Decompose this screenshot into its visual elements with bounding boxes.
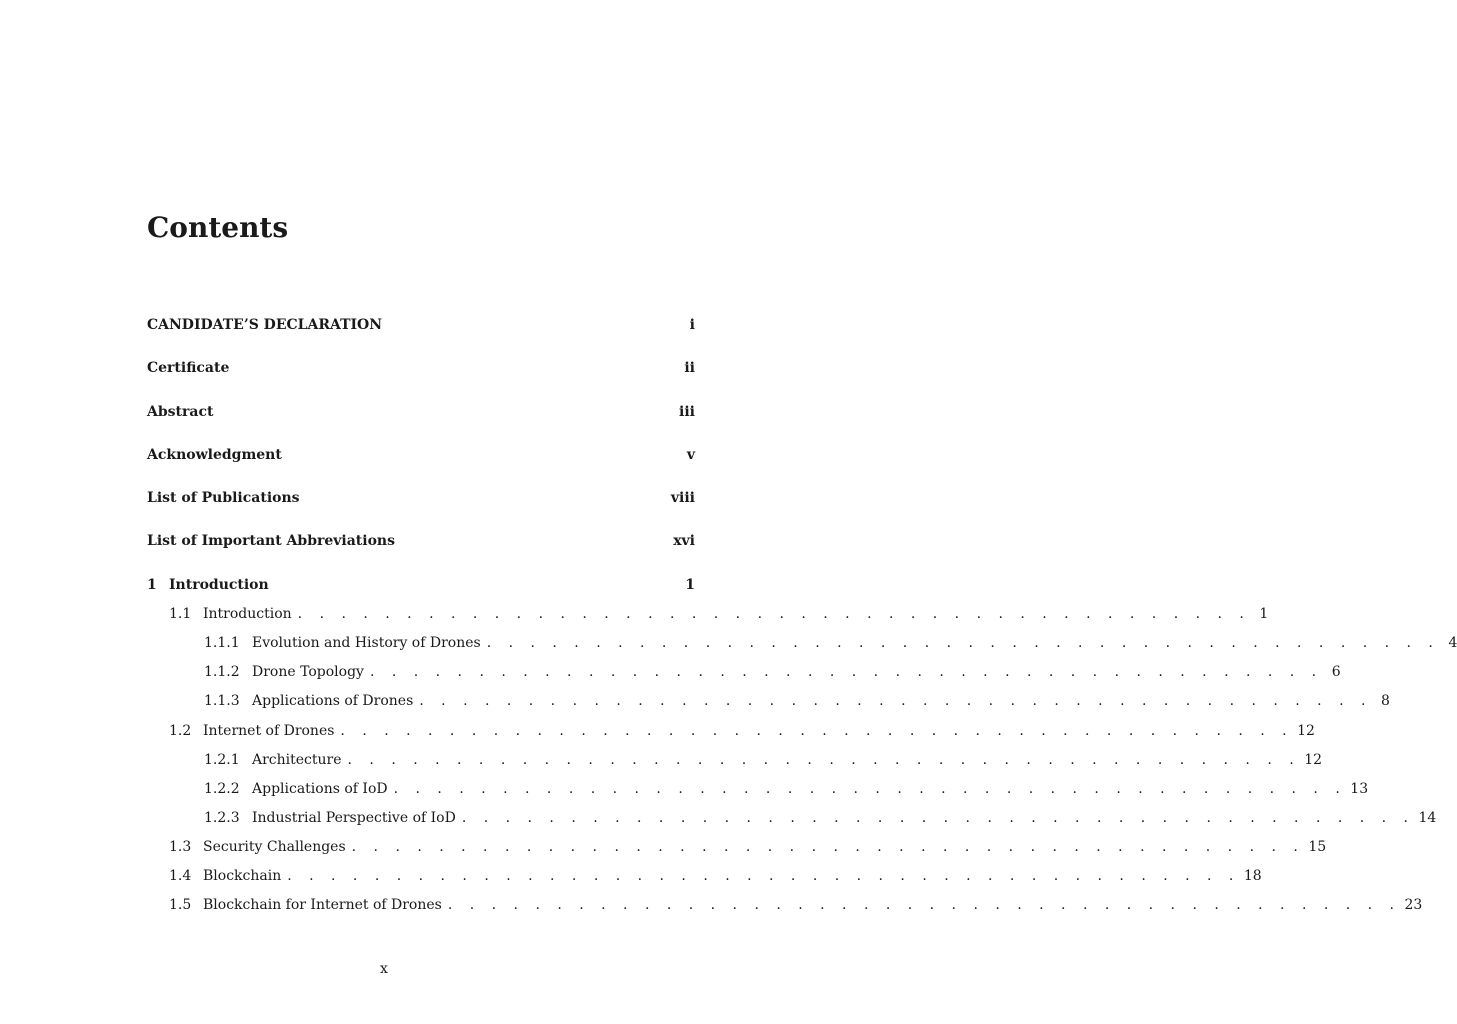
toc-entry-label: CANDIDATE’S DECLARATION <box>147 317 383 333</box>
toc-section-1-5[interactable] <box>169 894 1423 916</box>
toc-entry-page: i <box>689 317 695 333</box>
toc-entry-number: 1.2.1 <box>204 752 240 768</box>
toc-chapter-1[interactable] <box>147 574 695 596</box>
toc-entry-label: Industrial Perspective of IoD <box>252 810 456 826</box>
toc-section-1-4[interactable] <box>169 865 1262 887</box>
page-title: Contents <box>147 211 289 244</box>
toc-entry-label: Introduction <box>203 606 292 622</box>
toc-section-1-2[interactable] <box>169 720 1315 742</box>
toc-entry-label: Security Challenges <box>203 839 346 855</box>
dot-leader: . . . . . . . . . . . . . . . . . . . . . . . . . . . . . . . . . . . . . . . . . . . . <box>419 693 1372 709</box>
toc-entry-label: Blockchain for Internet of Drones <box>203 897 442 913</box>
toc-entry-label: List of Publications <box>147 490 300 506</box>
toc-entry-number: 1.2 <box>169 723 192 739</box>
dot-leader: . . . . . . . . . . . . . . . . . . . . . . . . . . . . . . . . . . . . . . . . . . . . <box>393 781 1347 797</box>
toc-entry-label: Blockchain <box>203 868 282 884</box>
toc-entry-acknowledgment[interactable] <box>147 444 695 466</box>
dot-leader: . . . . . . . . . . . . . . . . . . . . . . . . . . . . . . . . . . . . . . . . . . . . <box>351 839 1305 855</box>
toc-entry-label: Certificate <box>147 360 230 376</box>
toc-entry-page: 13 <box>1350 781 1369 797</box>
dot-leader: . . . . . . . . . . . . . . . . . . . . . . . . . . . . . . . . . . . . . . . . . . . . <box>287 868 1240 884</box>
toc-entry-abstract[interactable] <box>147 401 695 423</box>
dot-leader: . . . . . . . . . . . . . . . . . . . . . . . . . . . . . . . . . . . . . . . . . . . . <box>340 723 1294 739</box>
toc-section-1-1-3[interactable] <box>204 690 1390 712</box>
toc-entry-label: Acknowledgment <box>147 447 282 463</box>
dot-leader: . . . . . . . . . . . . . . . . . . . . . . . . . . . . . . . . . . . . . . . . . . . . <box>461 810 1415 826</box>
toc-entry-label: Evolution and History of Drones <box>252 635 481 651</box>
toc-section-1-1-2[interactable] <box>204 661 1341 683</box>
toc-entry-label: Introduction <box>169 577 269 593</box>
toc-entry-page: 6 <box>1331 664 1341 680</box>
toc-entry-label: Architecture <box>252 752 342 768</box>
dot-leader: . . . . . . . . . . . . . . . . . . . . . . . . . . . . . . . . . . . . . . . . . . . . <box>486 635 1440 651</box>
toc-entry-page: 23 <box>1404 897 1423 913</box>
toc-entry-label: Internet of Drones <box>203 723 335 739</box>
toc-entry-label: Applications of Drones <box>252 693 414 709</box>
dot-leader: . . . . . . . . . . . . . . . . . . . . . . . . . . . . . . . . . . . . . . . . . . . . <box>347 752 1301 768</box>
page-number: x <box>380 961 388 977</box>
toc-section-1-1[interactable] <box>169 603 1269 625</box>
toc-entry-number: 1.3 <box>169 839 192 855</box>
toc-entry-page: 14 <box>1418 810 1437 826</box>
toc-entry-page: xvi <box>673 533 695 549</box>
toc-entry-number: 1 <box>147 577 157 593</box>
toc-entry-number: 1.1.2 <box>204 664 240 680</box>
toc-section-1-2-2[interactable] <box>204 778 1369 800</box>
toc-section-1-3[interactable] <box>169 836 1327 858</box>
toc-entry-certificate[interactable] <box>147 357 695 379</box>
toc-entry-number: 1.1.1 <box>204 635 240 651</box>
toc-entry-label: List of Important Abbreviations <box>147 533 395 549</box>
toc-section-1-1-1[interactable] <box>204 632 1457 654</box>
toc-entry-page: 4 <box>1448 635 1457 651</box>
toc-entry-candidates-declaration[interactable] <box>147 314 695 336</box>
toc-entry-page: ii <box>684 360 695 376</box>
toc-entry-page: 1 <box>685 577 695 593</box>
toc-entry-page: v <box>686 447 695 463</box>
toc-entry-number: 1.2.3 <box>204 810 240 826</box>
toc-entry-page: 1 <box>1259 606 1269 622</box>
toc-entry-list-of-abbreviations[interactable] <box>147 530 695 552</box>
toc-entry-label: Applications of IoD <box>252 781 388 797</box>
toc-entry-label: Abstract <box>147 404 214 420</box>
dot-leader: . . . . . . . . . . . . . . . . . . . . . . . . . . . . . . . . . . . . . . . . . . . . <box>447 897 1401 913</box>
toc-entry-page: 8 <box>1381 693 1390 709</box>
toc-entry-page: 18 <box>1243 868 1262 884</box>
toc-entry-page: iii <box>679 404 695 420</box>
toc-entry-number: 1.1.3 <box>204 693 240 709</box>
dot-leader: . . . . . . . . . . . . . . . . . . . . . . . . . . . . . . . . . . . . . . . . . . . . <box>297 606 1251 622</box>
toc-entry-number: 1.4 <box>169 868 192 884</box>
toc-entry-label: Drone Topology <box>252 664 364 680</box>
toc-entry-page: 15 <box>1308 839 1327 855</box>
toc-entry-number: 1.1 <box>169 606 192 622</box>
toc-entry-list-of-publications[interactable] <box>147 487 695 509</box>
toc-section-1-2-1[interactable] <box>204 749 1323 771</box>
toc-entry-number: 1.2.2 <box>204 781 240 797</box>
toc-entry-page: 12 <box>1297 723 1315 739</box>
toc-entry-page: 12 <box>1304 752 1323 768</box>
toc-entry-number: 1.5 <box>169 897 192 913</box>
toc-section-1-2-3[interactable] <box>204 807 1437 829</box>
dot-leader: . . . . . . . . . . . . . . . . . . . . . . . . . . . . . . . . . . . . . . . . . . . . <box>369 664 1323 680</box>
toc-entry-page: viii <box>670 490 695 506</box>
